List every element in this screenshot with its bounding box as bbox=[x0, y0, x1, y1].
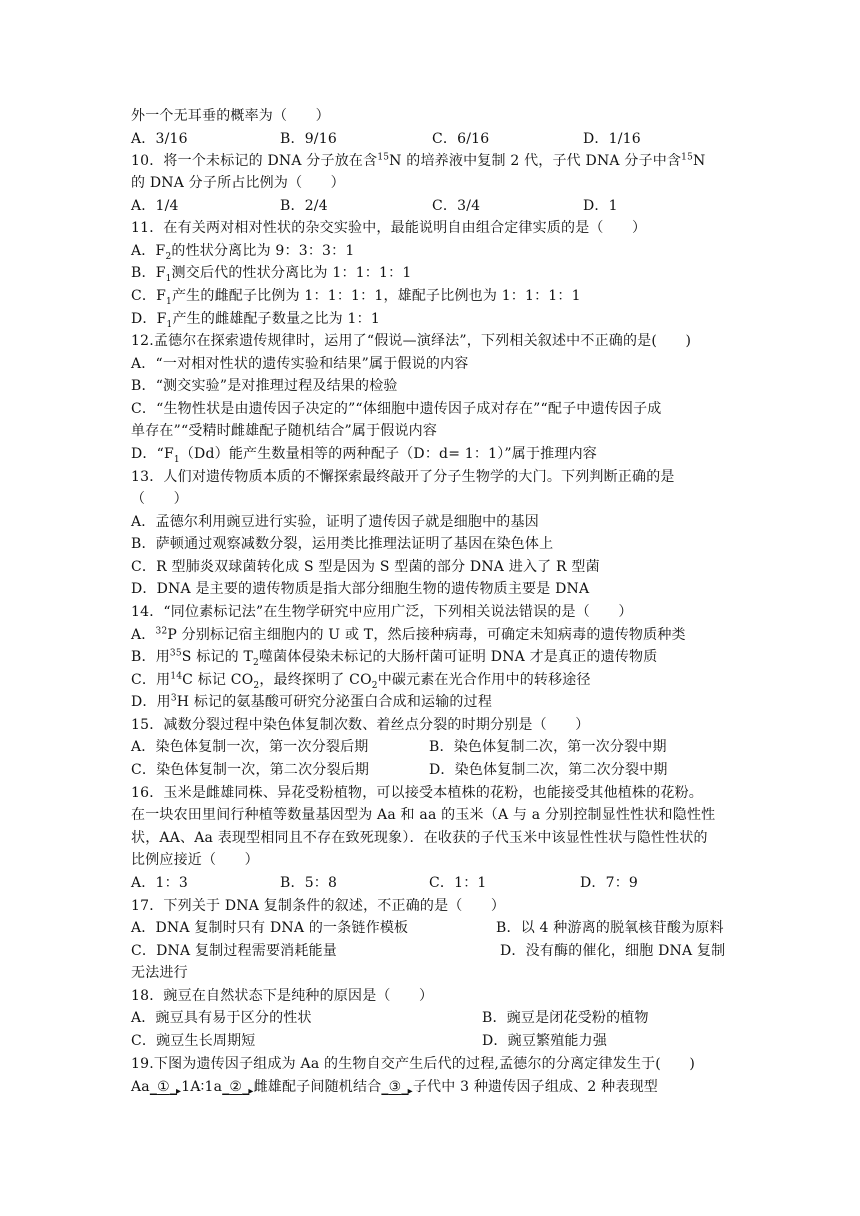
q9-options bbox=[131, 128, 740, 150]
q19-arrow-2: $\_②\__▸$ bbox=[222, 1079, 254, 1097]
q16-options bbox=[131, 872, 740, 894]
q19-step-2: ② bbox=[229, 1079, 243, 1095]
q14-option-b: B．用$^{35}$S 标记的 $T_2$噬菌体侵染未标记的大肠杆菌可证明 DNA 才是真正的遗传物质 bbox=[131, 648, 658, 668]
q11-option-c: C．$F_1$产生的雌配子比例为 1：1：1：1，雄配子比例也为 1：1：1：1 bbox=[131, 288, 581, 307]
q11-stem: 11．在有关两对相对性状的杂交实验中，最能说明自由组合定律实质的是（ ） bbox=[131, 220, 647, 236]
q10-option-b: B．2/4 bbox=[280, 198, 328, 214]
q18-options-row2 bbox=[131, 1030, 740, 1052]
q13-option-a: A．孟德尔利用豌豆进行实验，证明了遗传因子就是细胞中的基因 bbox=[131, 514, 539, 530]
q18-option-b: B．豌豆是闭花受粉的植物 bbox=[482, 1010, 649, 1026]
q12-stem: 12.孟德尔在探索遗传规律时，运用了“假说—演绎法”，下列相关叙述中不正确的是( ) bbox=[131, 333, 692, 349]
q16-option-a: A．1：3 bbox=[131, 875, 188, 891]
q17-option-c: C．DNA 复制过程需要消耗能量 bbox=[131, 943, 337, 959]
q9-option-d: D．1/16 bbox=[583, 131, 641, 147]
q17-options-row2 bbox=[131, 940, 740, 962]
q19-flow-start: Aa bbox=[131, 1079, 150, 1095]
q17-option-d: D．没有酶的催化，细胞 DNA 复制 bbox=[500, 943, 726, 959]
q17-options-row1 bbox=[131, 917, 740, 939]
q19-stem: 19.下图为遗传因子组成为 Aa 的生物自交产生后代的过程,孟德尔的分离定律发生于( ) bbox=[131, 1056, 695, 1072]
q15-option-b: B．染色体复制二次，第一次分裂中期 bbox=[429, 739, 667, 755]
q14-option-a: A．$^{32}$P 分别标记宿主细胞内的 U 或 T，然后接种病毒，可确定未知病毒的遗传物质种类 bbox=[131, 626, 686, 643]
q15-options-row1 bbox=[131, 736, 740, 758]
q18-stem: 18．豌豆在自然状态下是纯种的原因是（ ） bbox=[131, 988, 434, 1004]
q12-option-d: D．“$F_1(Dd)$能产生数量相等的两种配子（D：d= 1：1）”属于推理内容 bbox=[131, 446, 597, 465]
q18-options-row1 bbox=[131, 1007, 740, 1029]
q10-option-d: D．1 bbox=[583, 198, 618, 214]
q13-option-d: D．DNA 是主要的遗传物质是指大部分细胞生物的遗传物质主要是 DNA bbox=[131, 581, 590, 597]
q12-option-c: C．“生物性状是由遗传因子决定的”“体细胞中遗传因子成对存在”“配子中遗传因子成 bbox=[131, 401, 662, 417]
q13-option-b: B．萨顿通过观察减数分裂，运用类比推理法证明了基因在染色体上 bbox=[131, 536, 554, 552]
q16-stem: 16．玉米是雌雄同株、异花受粉植物，可以接受本植株的花粉，也能接受其他植株的花粉。 bbox=[131, 785, 704, 801]
q14-option-d: D．用$^3$H 标记的氨基酸可研究分泌蛋白合成和运输的过程 bbox=[131, 693, 493, 710]
q19-flow bbox=[131, 1076, 740, 1098]
q18-option-c: C．豌豆生长周期短 bbox=[131, 1033, 256, 1049]
q13-stem: 13．人们对遗传物质本质的不懈探索最终敲开了分子生物学的大门。下列判断正确的是 bbox=[131, 469, 675, 485]
q18-option-a: A．豌豆具有易于区分的性状 bbox=[131, 1010, 312, 1026]
q13-stem-2: （ ） bbox=[131, 491, 188, 507]
q19-flow-end: 子代中 3 种遗传因子组成、2 种表现型 bbox=[412, 1079, 658, 1095]
q19-arrow-1: $\_①\__▸$ bbox=[149, 1079, 182, 1097]
q12-option-a: A．“一对相对性状的遗传实验和结果”属于假说的内容 bbox=[131, 356, 469, 372]
q14-stem: 14．“同位素标记法”在生物学研究中应用广泛，下列相关说法错误的是（ ） bbox=[131, 604, 633, 620]
q17-stem: 17．下列关于 DNA 复制条件的叙述，不正确的是（ ） bbox=[131, 898, 506, 914]
q16-stem-3: 状，AA、Aa 表现型相同且不存在致死现象）．在收获的子代玉米中该显性性状与隐性性状的 bbox=[131, 830, 708, 846]
q19-flow-mid2: 雌雄配子间随机结合 bbox=[253, 1079, 382, 1095]
q9-stem-tail: 外一个无耳垂的概率为（ ） bbox=[131, 108, 330, 124]
q14-option-c: C．用$^{14}$C 标记 $CO_2$，最终探明了 $CO_2$中碳元素在光合作用中的转移途径 bbox=[131, 671, 591, 691]
q17-option-d-2: 无法进行 bbox=[131, 965, 188, 981]
q16-option-b: B．5：8 bbox=[280, 875, 338, 891]
q17-option-b: B．以 4 种游离的脱氧核苷酸为原料 bbox=[496, 920, 724, 936]
q16-option-d: D．7：9 bbox=[580, 875, 639, 891]
q15-stem: 15．减数分裂过程中染色体复制次数、着丝点分裂的时期分别是（ ） bbox=[131, 717, 590, 733]
q18-option-d: D．豌豆繁殖能力强 bbox=[482, 1033, 608, 1049]
q17-option-a: A．DNA 复制时只有 DNA 的一条链作模板 bbox=[131, 920, 409, 936]
q11-option-a: A．$F_2$的性状分离比为 9：3：3：1 bbox=[131, 243, 355, 262]
q19-step-3: ③ bbox=[388, 1079, 402, 1095]
q9-option-a: A．3/16 bbox=[131, 131, 188, 147]
q15-option-d: D．染色体复制二次，第二次分裂中期 bbox=[429, 762, 668, 778]
q9-option-c: C．6/16 bbox=[432, 131, 490, 147]
q19-step-1: ① bbox=[157, 1079, 170, 1095]
q12-option-c-2: 单存在”“受精时雌雄配子随机结合”属于假说内容 bbox=[131, 423, 438, 439]
q10-option-c: C．3/4 bbox=[432, 198, 481, 214]
q15-option-c: C．染色体复制一次，第二次分裂后期 bbox=[131, 762, 370, 778]
q16-stem-4: 比例应接近（ ） bbox=[131, 852, 259, 868]
q10-options bbox=[131, 195, 740, 217]
q16-stem-2: 在一块农田里间行种植等数量基因型为 Aa 和 aa 的玉米（A 与 a 分别控制显性性状和隐性性 bbox=[131, 807, 716, 823]
q13-option-c: C．R 型肺炎双球菌转化成 S 型是因为 S 型菌的部分 DNA 进入了 R 型菌 bbox=[131, 559, 600, 575]
q12-option-b: B．“测交实验”是对推理过程及结果的检验 bbox=[131, 378, 398, 394]
q11-option-b: B．$F_1$测交后代的性状分离比为 1：1：1：1 bbox=[131, 265, 412, 284]
q9-option-b: B．9/16 bbox=[280, 131, 337, 147]
q19-flow-mid1: 1A∶1a bbox=[181, 1079, 223, 1095]
q16-option-c: C．1：1 bbox=[429, 875, 487, 891]
q11-option-d: D．$F_1$产生的雌雄配子数量之比为 1：1 bbox=[131, 311, 380, 330]
q19-arrow-3: $\_③\__▸$ bbox=[381, 1079, 413, 1097]
q15-options-row2 bbox=[131, 759, 740, 781]
q10-stem-2: 的 DNA 分子所占比例为（ ） bbox=[131, 175, 345, 191]
q15-option-a: A．染色体复制一次，第一次分裂后期 bbox=[131, 739, 369, 755]
q10-option-a: A．1/4 bbox=[131, 198, 179, 214]
q10-stem: 10．将一个未标记的 DNA 分子放在含$^{15}$N 的培养液中复制 2 代，子代 DNA 分子中含$^{15}$N bbox=[131, 152, 706, 169]
